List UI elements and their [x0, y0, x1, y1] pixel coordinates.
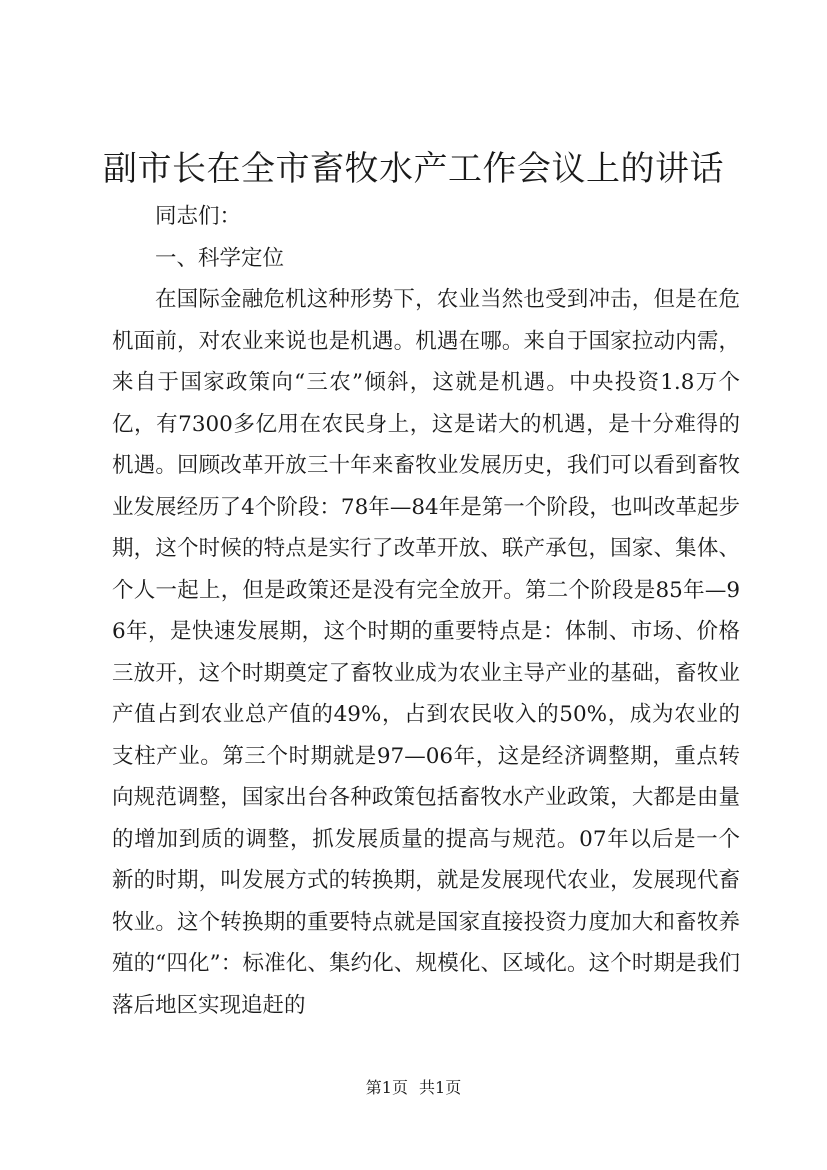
page-footer — [0, 1078, 827, 1098]
page-number: 第1页 — [365, 1078, 408, 1097]
section-heading: 一、科学定位 — [155, 245, 285, 271]
document-body — [112, 196, 740, 1026]
document-title: 副市长在全市畜牧水产工作会议上的讲话 — [103, 149, 724, 189]
page-total: 共1页 — [419, 1078, 462, 1097]
body-paragraph: 在国际金融危机这种形势下，农业当然也受到冲击，但是在危机面前，对农业来说也是机遇。机遇在哪。来自于国家拉动内需，来自于国家政策向“三农”倾斜，这就是机遇。中央投资1.8万个亿，有7300多亿用在农民身上，这是诺大的机遇，是十分难得的机遇。回顾改革开放三十年来畜牧业发展历史，我们可以看到畜牧业发展经历了4个阶段：78年—84年是第一个阶段，也叫改革起步期，这个时候的特点是实行了改革开放、联产承包，国家、集体、个人一起上，但是政策还是没有完全放开。第二个阶段是85年—96年，是快速发展期，这个时期的重要特点是：体制、市场、价格三放开，这个时期奠定了畜牧业成为农业主导产业的基础，畜牧业产值占到农业总产值的49%，占到农民收入的50%，成为农业的支柱产业。第三个时期就是97—06年，这是经济调整期，重点转向规范调整，国家出台各种政策包括畜牧水产业政策，大都是由量的增加到质的调整，抓发展质量的提高与规范。07年以后是一个新的时期，叫发展方式的转换期，就是发展现代农业，发展现代畜牧业。这个转换期的重要特点就是国家直接投资力度加大和畜牧养殖的“四化”：标准化、集约化、规模化、区域化。这个时期是我们落后地区实现追赶的 — [112, 287, 740, 1018]
salutation: 同志们： — [155, 204, 242, 229]
